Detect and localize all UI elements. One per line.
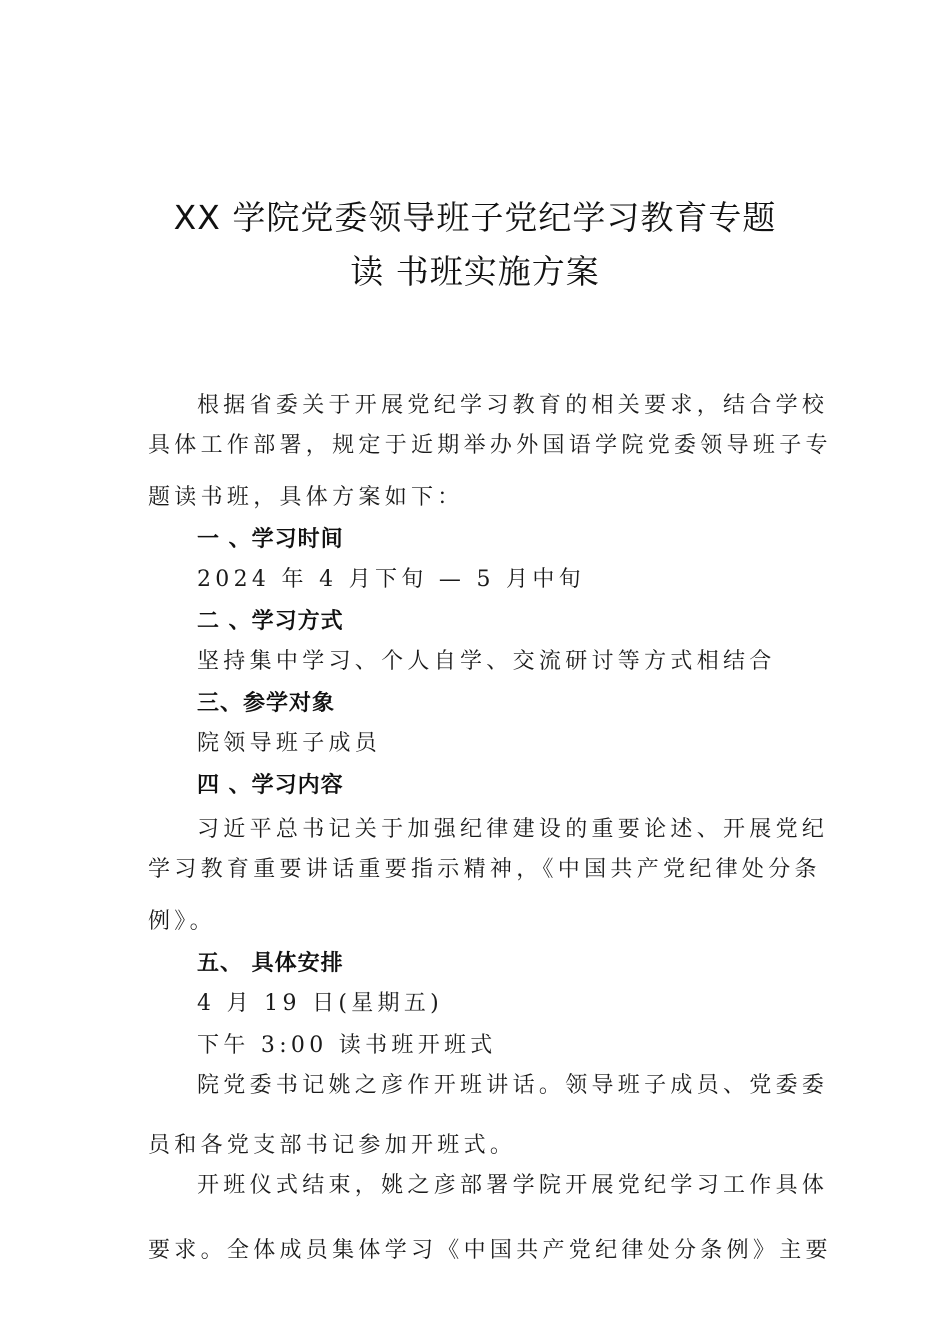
- schedule-paragraph-2-line-1: 开班仪式结束，姚之彦部署学院开展党纪学习工作具体: [197, 1173, 829, 1198]
- section-heading-schedule: 五、 具体安排: [197, 951, 344, 976]
- section-heading-study-content: 四 、学习内容: [197, 773, 344, 798]
- study-method-text: 坚持集中学习、个人自学、交流研讨等方式相结合: [197, 649, 776, 674]
- intro-line-3: 题读书班，具体方案如下：: [148, 485, 464, 510]
- schedule-paragraph-1-line-2: 员和各党支部书记参加开班式。: [148, 1133, 517, 1158]
- document-title-line-1: XX 学院党委领导班子党纪学习教育专题: [173, 198, 777, 237]
- intro-line-2: 具体工作部署，规定于近期举办外国语学院党委领导班子专: [148, 433, 832, 458]
- study-time-text: 2024 年 4 月下旬 — 5 月中旬: [197, 567, 585, 592]
- section-heading-study-method: 二 、学习方式: [197, 609, 344, 634]
- section-heading-study-time: 一 、学习时间: [197, 527, 344, 552]
- schedule-paragraph-2-line-2: 要求。全体成员集体学习《中国共产党纪律处分条例》主要: [148, 1238, 832, 1263]
- section-heading-participants: 三、参学对象: [197, 691, 336, 716]
- study-content-line-3: 例》。: [148, 909, 216, 934]
- document-title-line-2: 读 书班实施方案: [350, 252, 600, 291]
- intro-line-1: 根据省委关于开展党纪学习教育的相关要求，结合学校: [197, 393, 829, 418]
- schedule-date: 4 月 19 日(星期五): [197, 991, 444, 1016]
- study-content-line-2: 学习教育重要讲话重要指示精神，《中国共产党纪律处分条: [148, 857, 821, 882]
- schedule-time: 下午 3:00 读书班开班式: [197, 1033, 497, 1058]
- study-content-line-1: 习近平总书记关于加强纪律建设的重要论述、开展党纪: [197, 817, 829, 842]
- schedule-paragraph-1-line-1: 院党委书记姚之彦作开班讲话。领导班子成员、党委委: [197, 1073, 829, 1098]
- participants-text: 院领导班子成员: [197, 731, 382, 756]
